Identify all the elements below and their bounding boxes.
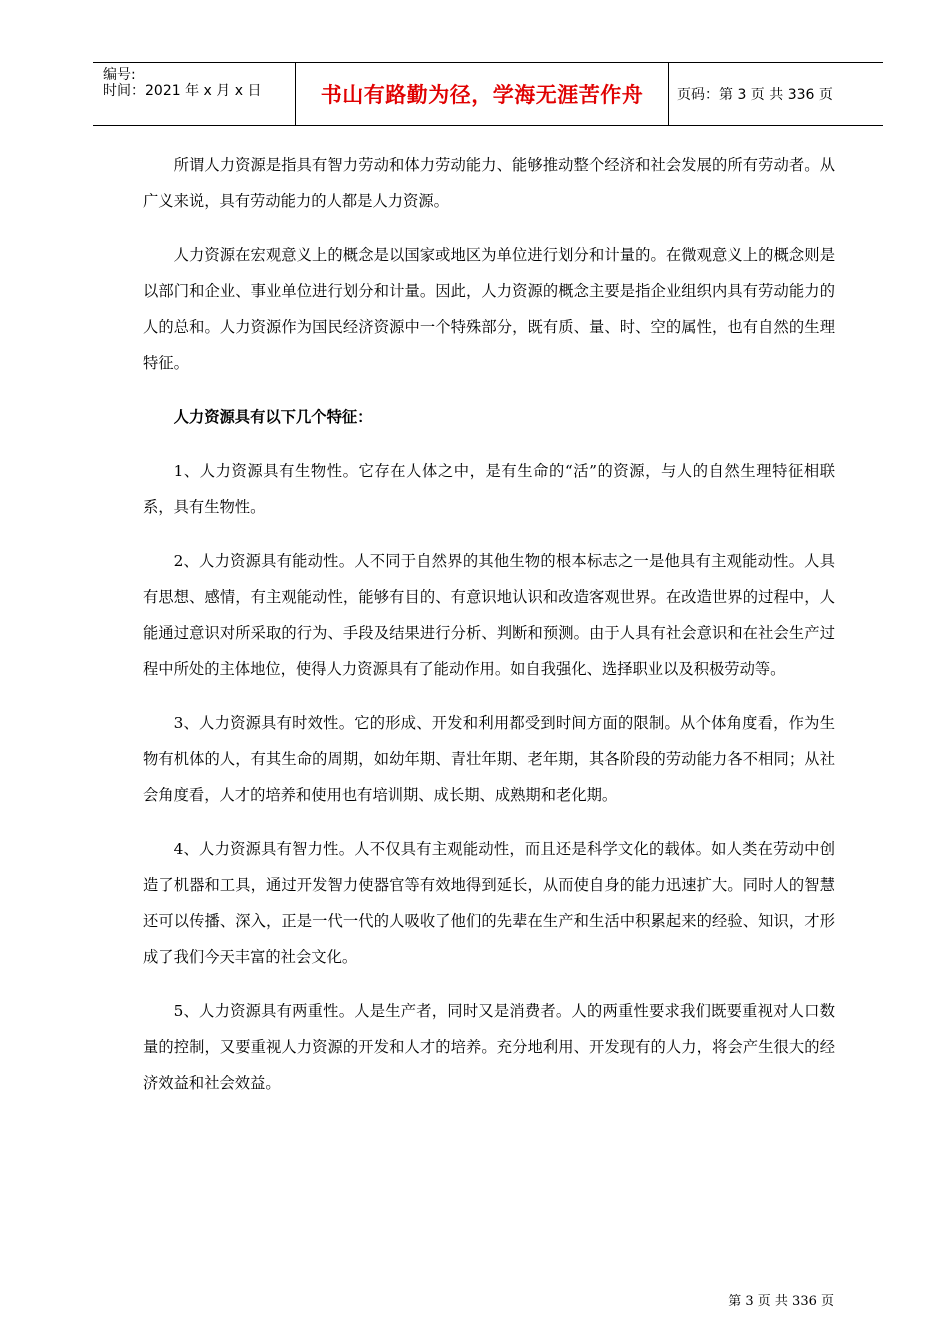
page-header xyxy=(93,62,883,126)
number-label: 编号: xyxy=(103,67,136,83)
paragraph-concept: 人力资源在宏观意义上的概念是以国家或地区为单位进行划分和计量的。在微观意义上的概念则是以部门和企业、事业单位进行划分和计量。因此，人力资源的概念主要是指企业组织内具有劳动能力的人的总和。人力资源作为国民经济资源中一个特殊部分，既有质、量、时、空的属性，也有自然的生理特征。 xyxy=(143,246,835,372)
paragraph-feature-2: 2、人力资源具有能动性。人不同于自然界的其他生物的根本标志之一是他具有主观能动性。人具有思想、感情，有主观能动性，能够有目的、有意识地认识和改造客观世界。在改造世界的过程中，人能通过意识对所采取的行为、手段及结果进行分析、判断和预测。由于人具有社会意识和在社会生产过程中所处的主体地位，使得人力资源具有了能动作用。如自我强化、选择职业以及积极劳动等。 xyxy=(143,552,835,678)
paragraph-feature-4: 4、人力资源具有智力性。人不仅具有主观能动性，而且还是科学文化的载体。如人类在劳动中创造了机器和工具，通过开发智力使器官等有效地得到延长，从而使自身的能力迅速扩大。同时人的智慧还可以传播、深入，正是一代一代的人吸收了他们的先辈在生产和生活中积累起来的经验、知识，才形成了我们今天丰富的社会文化。 xyxy=(143,840,835,966)
header-page-label: 页码：第 3 页 共 336 页 xyxy=(677,87,833,103)
paragraph-feature-3: 3、人力资源具有时效性。它的形成、开发和利用都受到时间方面的限制。从个体角度看，作为生物有机体的人，有其生命的周期，如幼年期、青壮年期、老年期，其各阶段的劳动能力各不相同；从社会角度看，人才的培养和使用也有培训期、成长期、成熟期和老化期。 xyxy=(143,714,835,804)
page-footer: 第 3 页 共 336 页 xyxy=(728,1294,834,1309)
time-label: 时间：2021 年 x 月 x 日 xyxy=(103,83,262,99)
header-meta xyxy=(93,63,296,125)
paragraph-definition: 所谓人力资源是指具有智力劳动和体力劳动能力、能够推动整个经济和社会发展的所有劳动者。从广义来说，具有劳动能力的人都是人力资源。 xyxy=(143,156,835,210)
paragraph-feature-1: 1、人力资源具有生物性。它存在人体之中，是有生命的“活”的资源，与人的自然生理特征相联系，具有生物性。 xyxy=(143,462,835,516)
paragraph-feature-5: 5、人力资源具有两重性。人是生产者，同时又是消费者。人的两重性要求我们既要重视对人口数量的控制，又要重视人力资源的开发和人才的培养。充分地利用、开发现有的人力，将会产生很大的经济效益和社会效益。 xyxy=(143,1002,835,1092)
document-body xyxy=(143,147,835,1119)
header-motto: 书山有路勤为径，学海无涯苦作舟 xyxy=(296,63,669,125)
section-heading: 人力资源具有以下几个特征： xyxy=(173,408,373,426)
